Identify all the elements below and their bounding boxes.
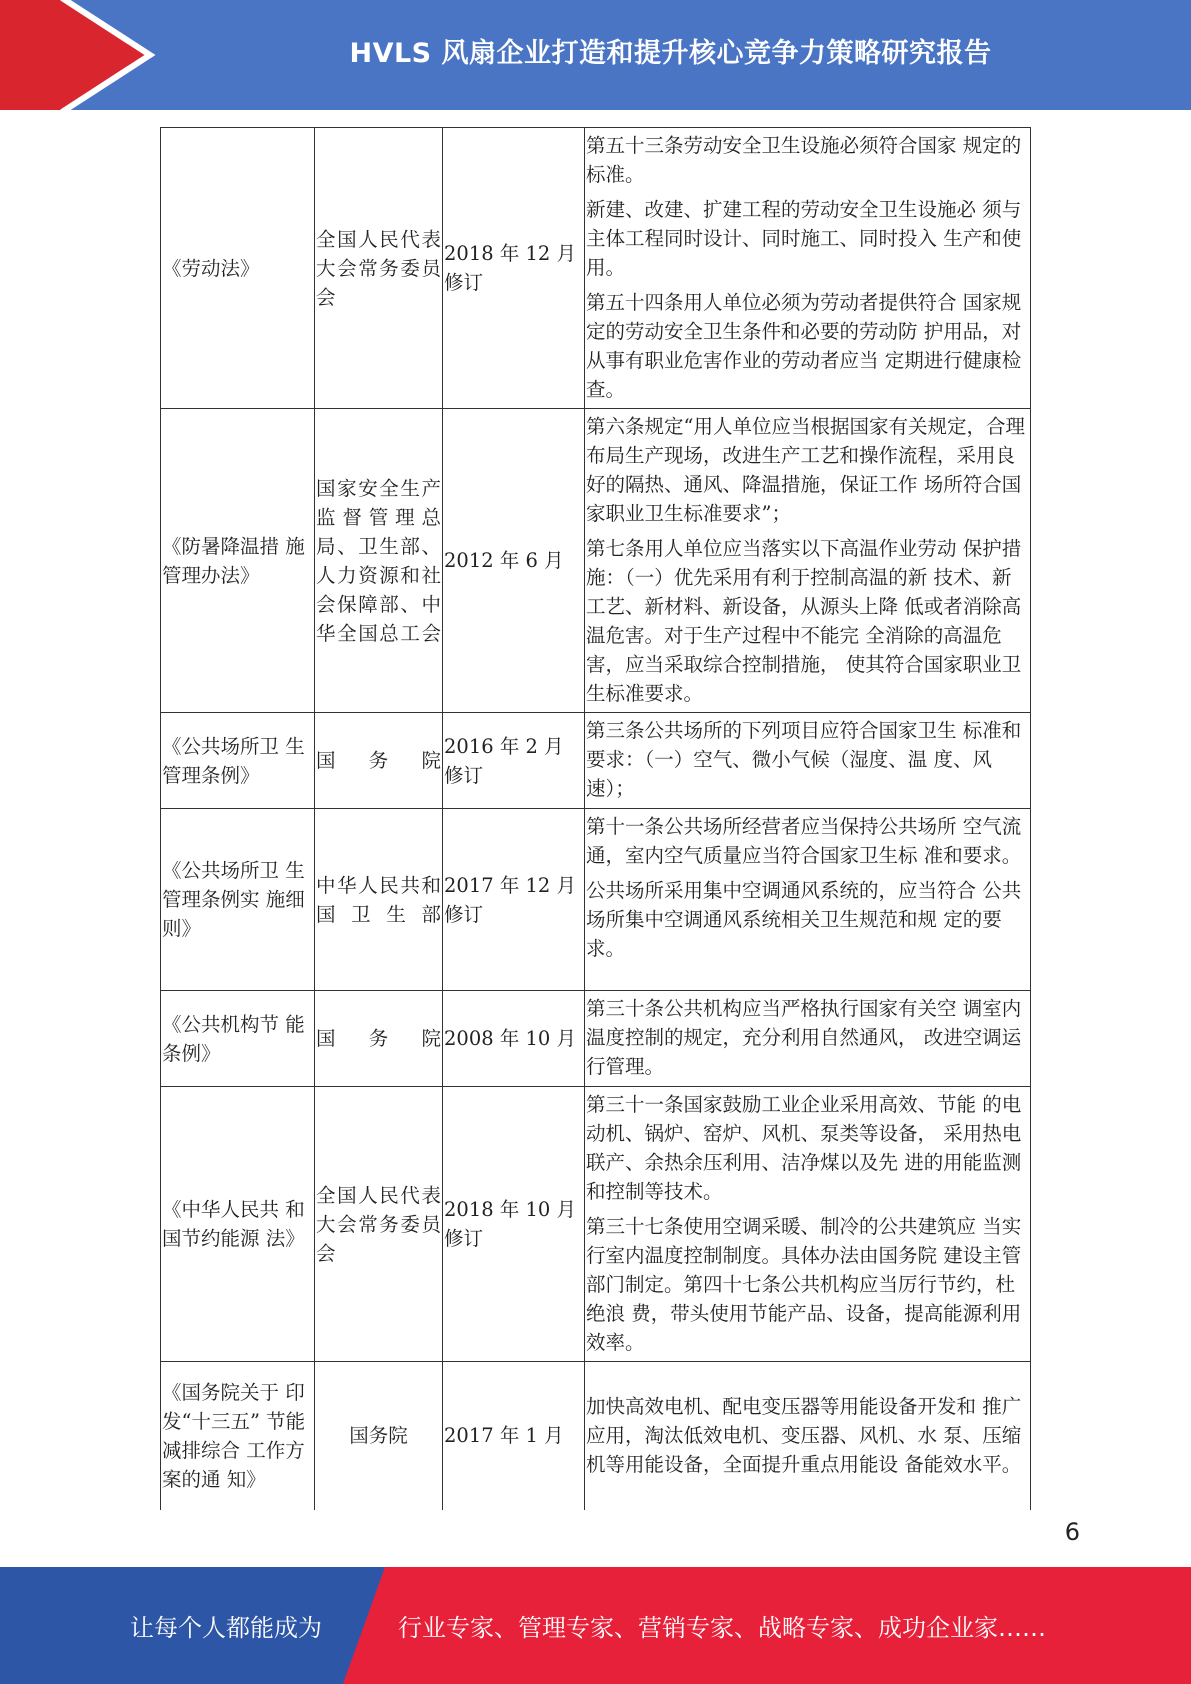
table-row: [161, 1362, 1031, 1510]
date-cell: 2018 年 12 月修订: [443, 128, 585, 409]
footer-slogan-right: 行业专家、管理专家、营销专家、战略专家、成功企业家……: [398, 1614, 1046, 1642]
issuer-cell: 国务院: [315, 713, 443, 809]
table-row: [161, 713, 1031, 809]
provision-paragraph: 新建、改建、扩建工程的劳动安全卫生设施必 须与主体工程同时设计、同时施工、同时投入 生产和使用。: [586, 198, 1022, 279]
page-header: [0, 0, 1191, 110]
issuer-cell: 全国人民代表大会常务委员会: [315, 128, 443, 409]
date-cell: 2017 年 12 月修订: [443, 809, 585, 991]
provision-paragraph: 第三条公共场所的下列项目应符合国家卫生 标准和要求：（一）空气、微小气候（湿度、温 度、风速）；: [586, 719, 1022, 800]
table-row: [161, 409, 1031, 713]
date-cell: 2018 年 10 月修订: [443, 1087, 585, 1362]
provision-paragraph: 第三十一条国家鼓励工业企业采用高效、节能 的电动机、锅炉、窑炉、风机、泵类等设备， 采用热电联产、余热余压利用、洁净煤以及先 进的用能监测和控制等技术。: [586, 1093, 1022, 1203]
regulation-name-cell: 《国务院关于 印发“十三五” 节能减排综合 工作方案的通 知》: [161, 1362, 315, 1510]
report-title: HVLS 风扇企业打造和提升核心竞争力策略研究报告: [349, 37, 992, 69]
issuer-cell: 全国人民代表大会常务委员会: [315, 1087, 443, 1362]
table-row: [161, 809, 1031, 991]
provision-paragraph: 第十一条公共场所经营者应当保持公共场所 空气流通，室内空气质量应当符合国家卫生标 准和要求。: [586, 815, 1022, 867]
provision-content-cell: [585, 991, 1031, 1087]
date-cell: 2008 年 10 月: [443, 991, 585, 1087]
table-row: [161, 1087, 1031, 1362]
page-footer: [0, 1567, 1191, 1684]
provision-paragraph: 第五十三条劳动安全卫生设施必须符合国家 规定的标准。: [586, 134, 1022, 186]
date-cell: 2016 年 2 月修订: [443, 713, 585, 809]
provision-content-cell: [585, 713, 1031, 809]
provision-paragraph: 第五十四条用人单位必须为劳动者提供符合 国家规定的劳动安全卫生条件和必要的劳动防 护用品，对从事有职业危害作业的劳动者应当 定期进行健康检查。: [586, 291, 1022, 401]
date-cell: 2012 年 6 月: [443, 409, 585, 713]
date-cell: 2017 年 1 月: [443, 1362, 585, 1510]
provision-paragraph: 第七条用人单位应当落实以下高温作业劳动 保护措施：（一）优先采用有利于控制高温的新 技术、新工艺、新材料、新设备，从源头上降 低或者消除高温危害。对于生产过程中不能完 全消除的高温危害，应当采取综合控制措施， 使其符合国家职业卫生标准要求。: [586, 537, 1022, 705]
issuer-cell: 国家安全生产监督管理总局、卫生部、人力资源和社会保障部、中华全国总工会: [315, 409, 443, 713]
regulation-name-cell: 《公共场所卫 生管理条例实 施细则》: [161, 809, 315, 991]
regulation-name-cell: 《公共场所卫 生管理条例》: [161, 713, 315, 809]
provision-paragraph: 公共场所采用集中空调通风系统的，应当符合 公共场所集中空调通风系统相关卫生规范和规 定的要求。: [586, 879, 1022, 960]
page-number: 6: [1064, 1518, 1080, 1546]
regulation-name-cell: 《劳动法》: [161, 128, 315, 409]
issuer-cell: 中华人民共和国卫生部: [315, 809, 443, 991]
regulation-name-cell: 《中华人民共 和国节约能源 法》: [161, 1087, 315, 1362]
issuer-cell: 国务院: [315, 991, 443, 1087]
provision-content-cell: [585, 409, 1031, 713]
issuer-cell: 国务院: [315, 1362, 443, 1510]
header-arrow-decoration: [0, 0, 160, 110]
table-row: [161, 991, 1031, 1087]
provision-paragraph: 第六条规定“用人单位应当根据国家有关规定，合理布局生产现场，改进生产工艺和操作流程，采用良好的隔热、通风、降温措施，保证工作 场所符合国家职业卫生标准要求”；: [586, 415, 1025, 525]
regulations-table: [160, 127, 1031, 1510]
regulation-name-cell: 《公共机构节 能条例》: [161, 991, 315, 1087]
footer-slogan-left: 让每个人都能成为: [130, 1614, 322, 1642]
regulation-name-cell: 《防暑降温措 施管理办法》: [161, 409, 315, 713]
provision-content-cell: [585, 809, 1031, 991]
provision-content-cell: [585, 1087, 1031, 1362]
provision-content-cell: [585, 128, 1031, 409]
provision-paragraph: 第三十条公共机构应当严格执行国家有关空 调室内温度控制的规定，充分利用自然通风， 改进空调运行管理。: [586, 997, 1022, 1078]
provision-content-cell: [585, 1362, 1031, 1510]
table-row: [161, 128, 1031, 409]
provision-paragraph: 第三十七条使用空调采暖、制冷的公共建筑应 当实行室内温度控制制度。具体办法由国务院 建设主管部门制定。第四十七条公共机构应当厉行节约，杜绝浪 费，带头使用节能产品、设备，提高能源利用 效率。: [586, 1215, 1022, 1354]
provision-paragraph: 加快高效电机、配电变压器等用能设备开发和 推广应用，淘汰低效电机、变压器、风机、水 泵、压缩机等用能设备，全面提升重点用能设 备能效水平。: [586, 1394, 1022, 1476]
